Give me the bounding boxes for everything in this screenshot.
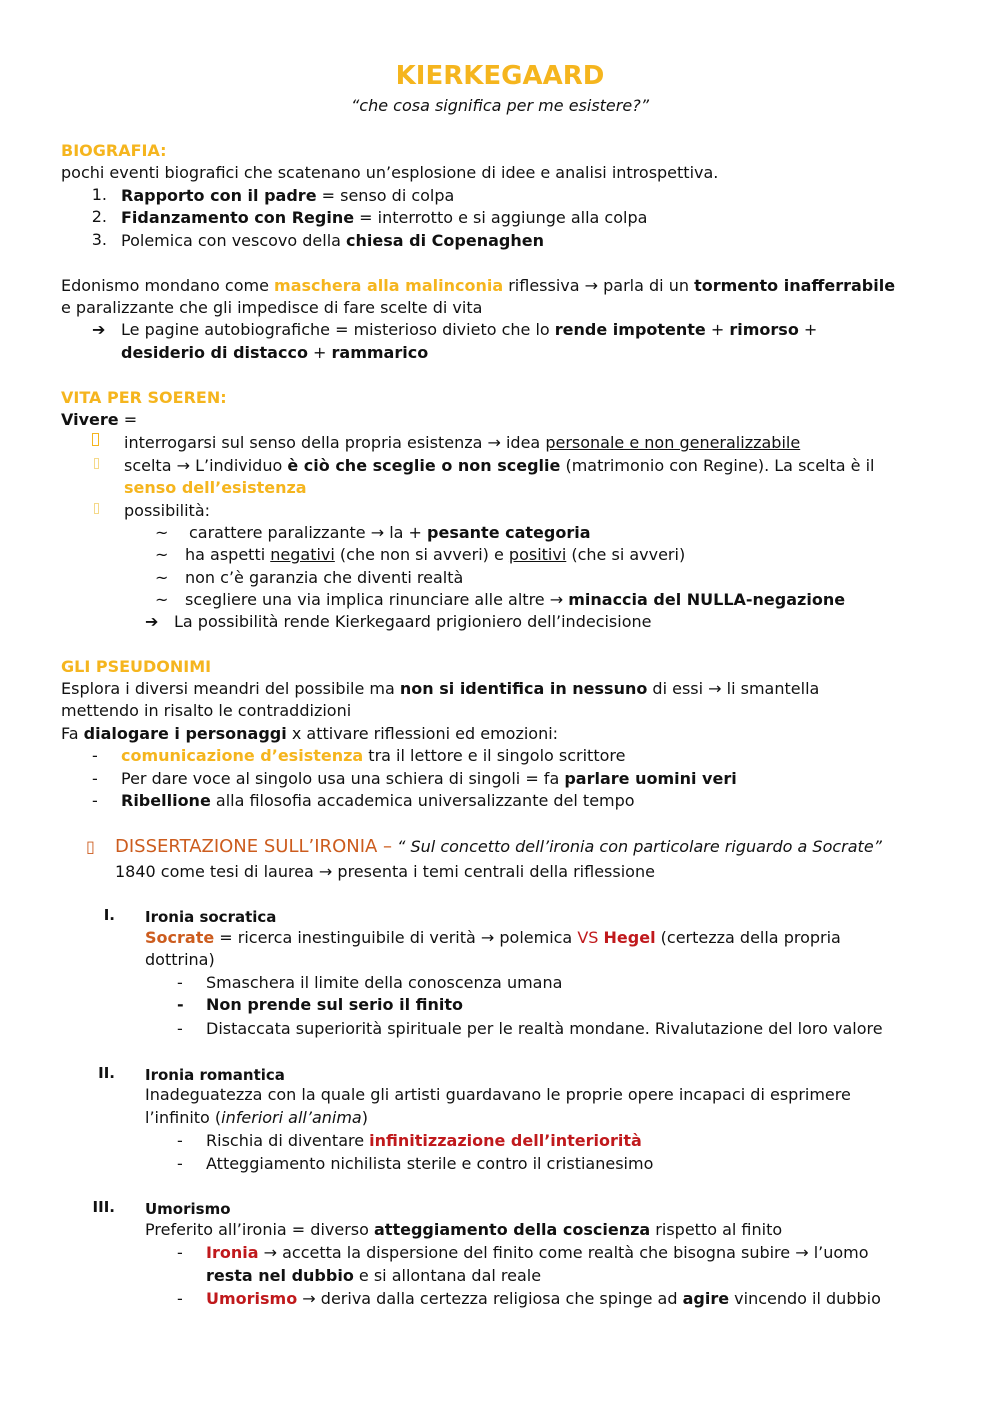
list-number: 2. <box>91 207 107 226</box>
arrow-item-cont: desiderio di distacco + rammarico <box>121 343 429 362</box>
subsection-heading: Ironia socratica <box>145 908 277 926</box>
subsection-paragraph: Inadeguatezza con la quale gli artisti guardavano le proprie opere incapaci di esprimere <box>145 1085 851 1104</box>
dash-bullet-icon: - <box>177 1019 183 1038</box>
list-item: Ribellione alla filosofia accademica universalizzante del tempo <box>121 791 635 810</box>
tilde-bullet-icon: ~ <box>155 523 169 542</box>
vivere-label: Vivere = <box>61 410 138 429</box>
vita-item: interrogarsi sul senso della propria esistenza → idea personale e non generalizzabile <box>124 433 801 452</box>
list-item: comunicazione d’esistenza tra il lettore e il singolo scrittore <box>121 746 626 765</box>
dissertazione-subline: 1840 come tesi di laurea → presenta i temi centrali della riflessione <box>115 862 655 881</box>
list-number: 1. <box>91 185 107 204</box>
dash-bullet-icon: - <box>177 1243 183 1262</box>
list-item: Atteggiamento nichilista sterile e contro il cristianesimo <box>206 1154 654 1173</box>
pseudonimi-heading: GLI PSEUDONIMI <box>61 657 212 676</box>
dash-bullet-icon: - <box>177 1289 183 1308</box>
list-item: Rischia di diventare infinitizzazione dell’interiorità <box>206 1131 642 1150</box>
square-bullet-icon <box>92 433 99 446</box>
subsection-paragraph: Preferito all’ironia = diverso atteggiamento della coscienza rispetto al finito <box>145 1220 783 1239</box>
subsection-heading: Ironia romantica <box>145 1066 285 1084</box>
vita-item-cont: senso dell’esistenza <box>124 478 307 497</box>
roman-numeral: II. <box>98 1064 115 1082</box>
square-bullet-icon <box>94 503 99 514</box>
list-item: Ironia → accetta la dispersione del finito come realtà che bisogna subire → l’uomo <box>206 1243 869 1262</box>
biografia-heading: BIOGRAFIA: <box>61 141 167 160</box>
dash-bullet-icon: - <box>177 995 184 1014</box>
tilde-bullet-icon: ~ <box>155 568 169 587</box>
roman-numeral: I. <box>103 906 115 924</box>
sub-item: non c’è garanzia che diventi realtà <box>185 568 464 587</box>
list-item-cont: resta nel dubbio e si allontana dal reale <box>206 1266 542 1285</box>
dash-bullet-icon: - <box>92 791 98 810</box>
dash-bullet-icon: - <box>177 1131 183 1150</box>
arrow-bullet-icon: ➔ <box>92 320 106 339</box>
page-title: KIERKEGAARD <box>395 61 605 91</box>
vita-item: possibilità: <box>124 501 211 520</box>
dissertazione-heading: DISSERTAZIONE SULL’IRONIA – “ Sul concetto dell’ironia con particolare riguardo a Socrate” <box>115 836 882 857</box>
roman-numeral: III. <box>92 1198 115 1216</box>
sub-item: ha aspetti negativi (che non si avveri) e positivi (che si avveri) <box>185 545 686 564</box>
tilde-bullet-icon: ~ <box>155 590 169 609</box>
section-marker-icon: ▯ <box>86 837 95 856</box>
dash-bullet-icon: - <box>92 769 98 788</box>
sub-item: carattere paralizzante → la + pesante categoria <box>189 523 591 542</box>
pseudonimi-paragraph: Esplora i diversi meandri del possibile ma non si identifica in nessuno di essi → li smantella <box>61 679 820 698</box>
dash-bullet-icon: - <box>177 973 183 992</box>
list-item: Umorismo → deriva dalla certezza religiosa che spinge ad agire vincendo il dubbio <box>206 1289 881 1308</box>
biografia-intro: pochi eventi biografici che scatenano un’esplosione di idee e analisi introspettiva. <box>61 163 719 182</box>
subsection-paragraph-cont: l’infinito (inferiori all’anima) <box>145 1108 368 1127</box>
list-item: Fidanzamento con Regine = interrotto e si aggiunge alla colpa <box>121 208 648 227</box>
edonismo-paragraph-cont: e paralizzante che gli impedisce di fare scelte di vita <box>61 298 483 317</box>
dash-bullet-icon: - <box>177 1154 183 1173</box>
arrow-bullet-icon: ➔ <box>145 612 159 631</box>
list-item: Smaschera il limite della conoscenza umana <box>206 973 563 992</box>
vita-heading: VITA PER SOEREN: <box>61 388 227 407</box>
subsection-heading: Umorismo <box>145 1200 231 1218</box>
subsection-paragraph: Socrate = ricerca inestinguibile di verità → polemica VS Hegel (certezza della propria <box>145 928 841 947</box>
arrow-item: Le pagine autobiografiche = misterioso divieto che lo rende impotente + rimorso + <box>121 320 818 339</box>
list-item: Polemica con vescovo della chiesa di Copenaghen <box>121 231 544 250</box>
list-item: Rapporto con il padre = senso di colpa <box>121 186 455 205</box>
list-number: 3. <box>91 230 107 249</box>
sub-item: scegliere una via implica rinunciare alle altre → minaccia del NULLA-negazione <box>185 590 846 609</box>
dash-bullet-icon: - <box>92 746 98 765</box>
vita-conclusion: La possibilità rende Kierkegaard prigioniero dell’indecisione <box>174 612 652 631</box>
square-bullet-icon <box>94 458 99 469</box>
vita-item: scelta → L’individuo è ciò che sceglie o non sceglie (matrimonio con Regine). La scelta è il <box>124 456 875 475</box>
list-item: Non prende sul serio il finito <box>206 995 463 1014</box>
tilde-bullet-icon: ~ <box>155 545 169 564</box>
page-subtitle: “che cosa significa per me esistere?” <box>351 96 649 115</box>
pseudonimi-paragraph: Fa dialogare i personaggi x attivare riflessioni ed emozioni: <box>61 724 559 743</box>
list-item: Per dare voce al singolo usa una schiera di singoli = fa parlare uomini veri <box>121 769 737 788</box>
edonismo-paragraph: Edonismo mondano come maschera alla malinconia riflessiva → parla di un tormento inafferrabile <box>61 276 896 295</box>
pseudonimi-paragraph-cont: mettendo in risalto le contraddizioni <box>61 701 352 720</box>
subsection-paragraph-cont: dottrina) <box>145 950 215 969</box>
list-item: Distaccata superiorità spirituale per le realtà mondane. Rivalutazione del loro valore <box>206 1019 883 1038</box>
